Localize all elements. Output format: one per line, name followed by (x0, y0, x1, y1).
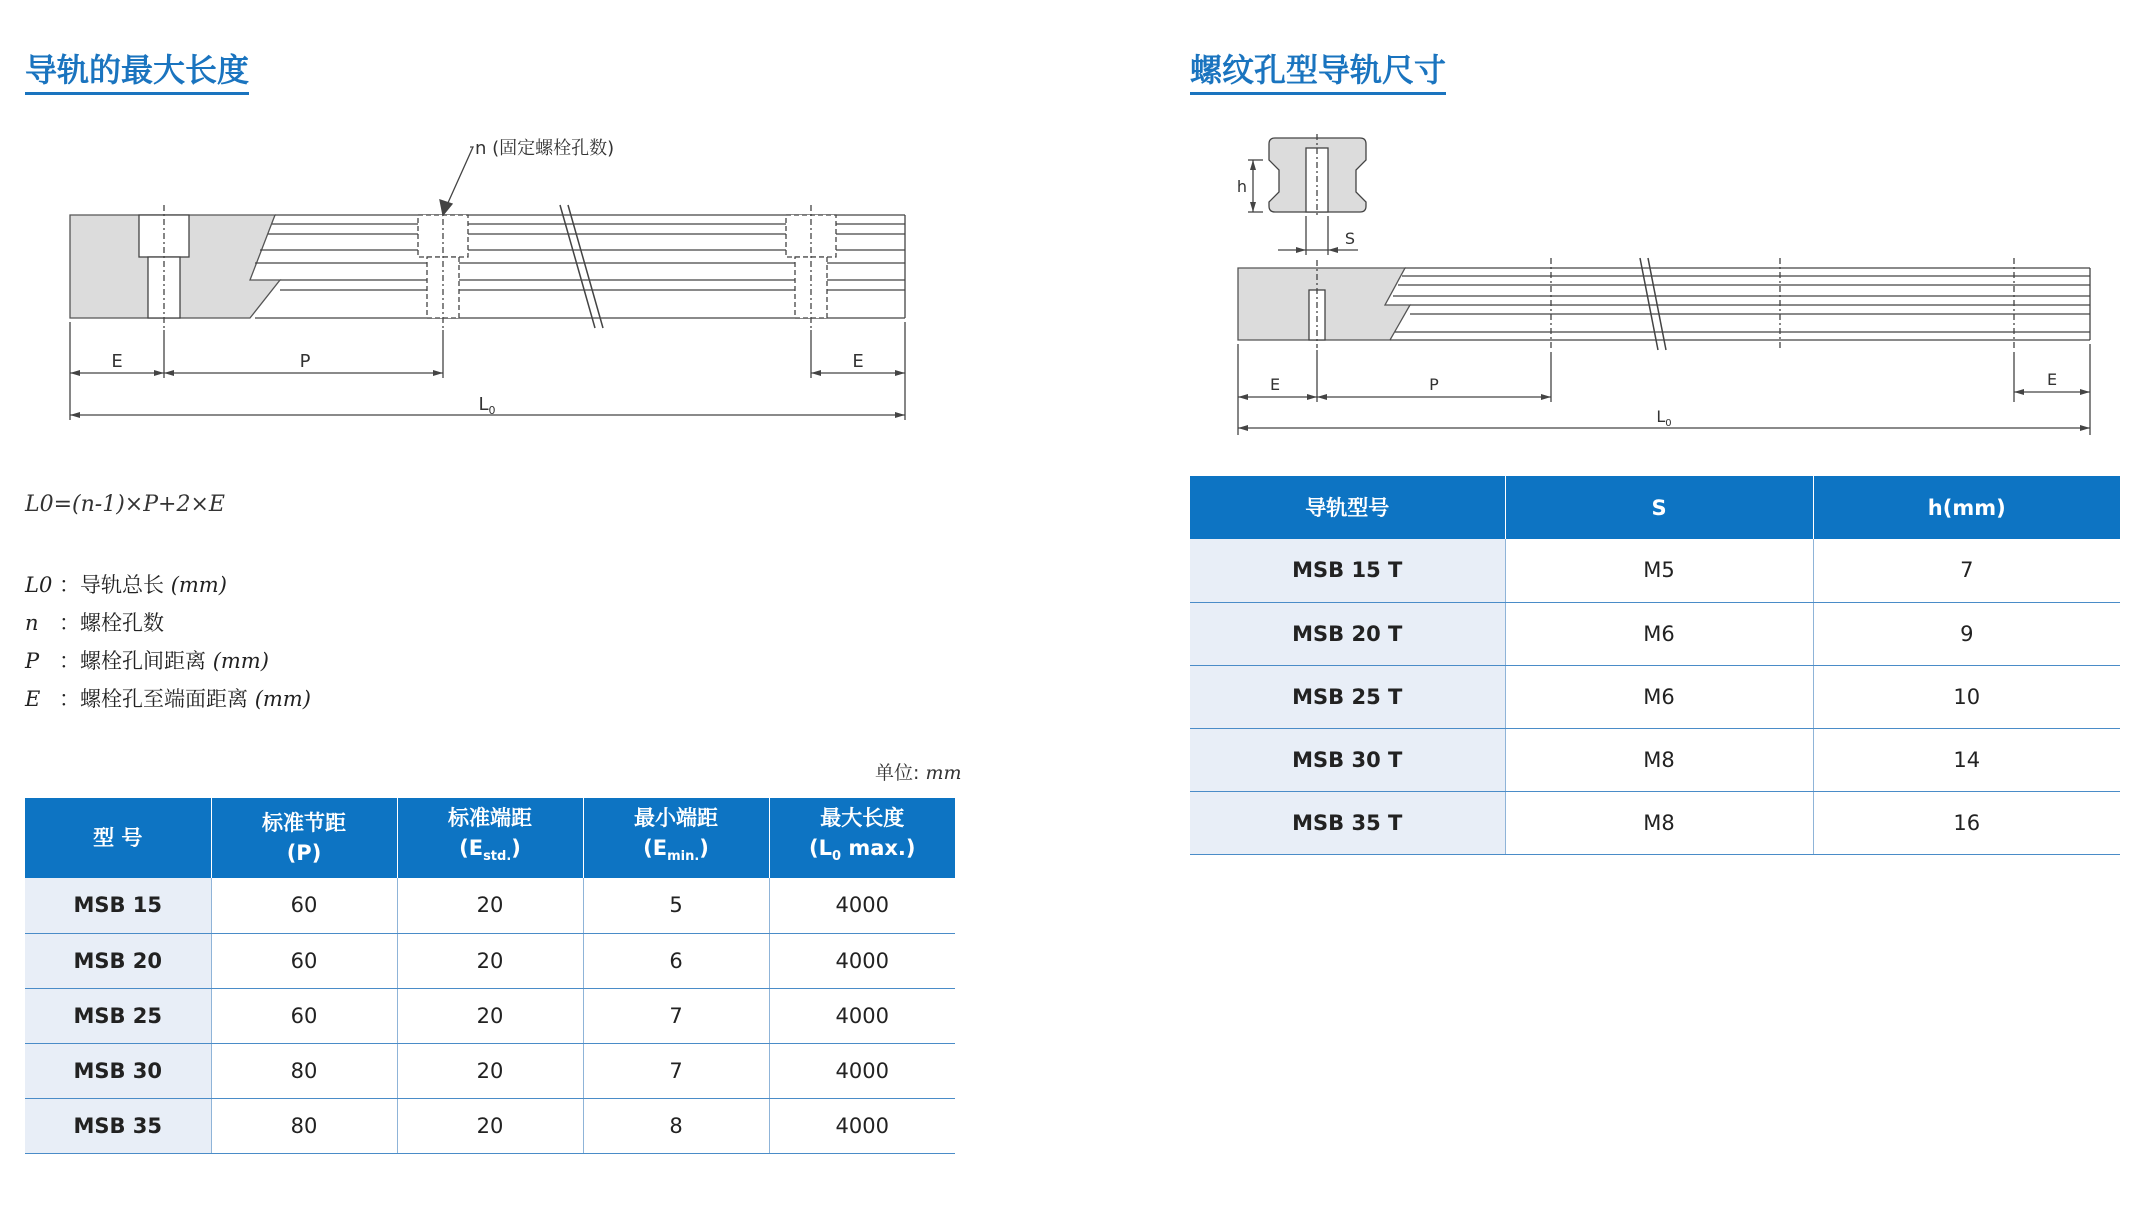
dim-e-left-label: E (1269, 375, 1281, 394)
table-row: MSB 20 T M6 9 (1190, 602, 2120, 665)
table-row: MSB 25 60 20 7 4000 (25, 988, 955, 1043)
unit-label: 单位: mm (875, 762, 962, 784)
dim-e-right-label: E (852, 351, 864, 372)
header-model: 型 号 (25, 798, 211, 878)
header-s: S (1505, 476, 1813, 539)
table-row: MSB 15 T M5 7 (1190, 539, 2120, 602)
table-row: MSB 35 T M8 16 (1190, 791, 2120, 854)
table-row: MSB 15 60 20 5 4000 (25, 878, 955, 933)
dim-p-label: P (1429, 375, 1439, 394)
legend-item: n ：螺栓孔数 (25, 611, 164, 635)
header-pitch: 标准节距 (P) (211, 798, 397, 878)
table-row: MSB 35 80 20 8 4000 (25, 1098, 955, 1153)
dim-e-left-label: E (111, 351, 123, 372)
length-formula: L0=(n-1)×P+2×E (25, 492, 225, 517)
rail-length-diagram (60, 130, 940, 430)
threaded-rail-table (1190, 476, 2120, 855)
header-e-min: 最小端距 $(E_{min.})$ (583, 798, 769, 878)
max-length-table (25, 798, 955, 1154)
legend-item: P ：螺栓孔间距离 (mm) (25, 649, 269, 673)
dim-s-label: S (1344, 229, 1356, 248)
legend-item: L0 ：导轨总长 (mm) (25, 573, 227, 597)
right-section-title: 螺纹孔型导轨尺寸 (1190, 50, 1446, 95)
table-row: MSB 25 T M6 10 (1190, 665, 2120, 728)
threaded-rail-diagram (1230, 130, 2110, 440)
header-max-length: 最大长度 ($L_0$ max.) (769, 798, 955, 878)
table-row: MSB 30 T M8 14 (1190, 728, 2120, 791)
dim-l0-label: $L_0$ (478, 394, 496, 417)
left-section-title: 导轨的最大长度 (25, 50, 249, 95)
dim-e-right-label: E (2046, 370, 2058, 389)
legend-list (25, 566, 311, 718)
dim-h-label: h (1236, 177, 1248, 196)
legend-item: E ：螺栓孔至端面距离 (mm) (25, 687, 311, 711)
dim-l0-label: $L_0$ (1656, 407, 1672, 429)
dim-p-label: P (299, 351, 311, 372)
table-row: MSB 30 80 20 7 4000 (25, 1043, 955, 1098)
table-row: MSB 20 60 20 6 4000 (25, 933, 955, 988)
header-h: h(mm) (1813, 476, 2120, 539)
header-e-std: 标准端距 $(E_{std.})$ (397, 798, 583, 878)
callout-n-label: n (固定螺栓孔数) (475, 138, 615, 159)
header-rail-model: 导轨型号 (1190, 476, 1505, 539)
